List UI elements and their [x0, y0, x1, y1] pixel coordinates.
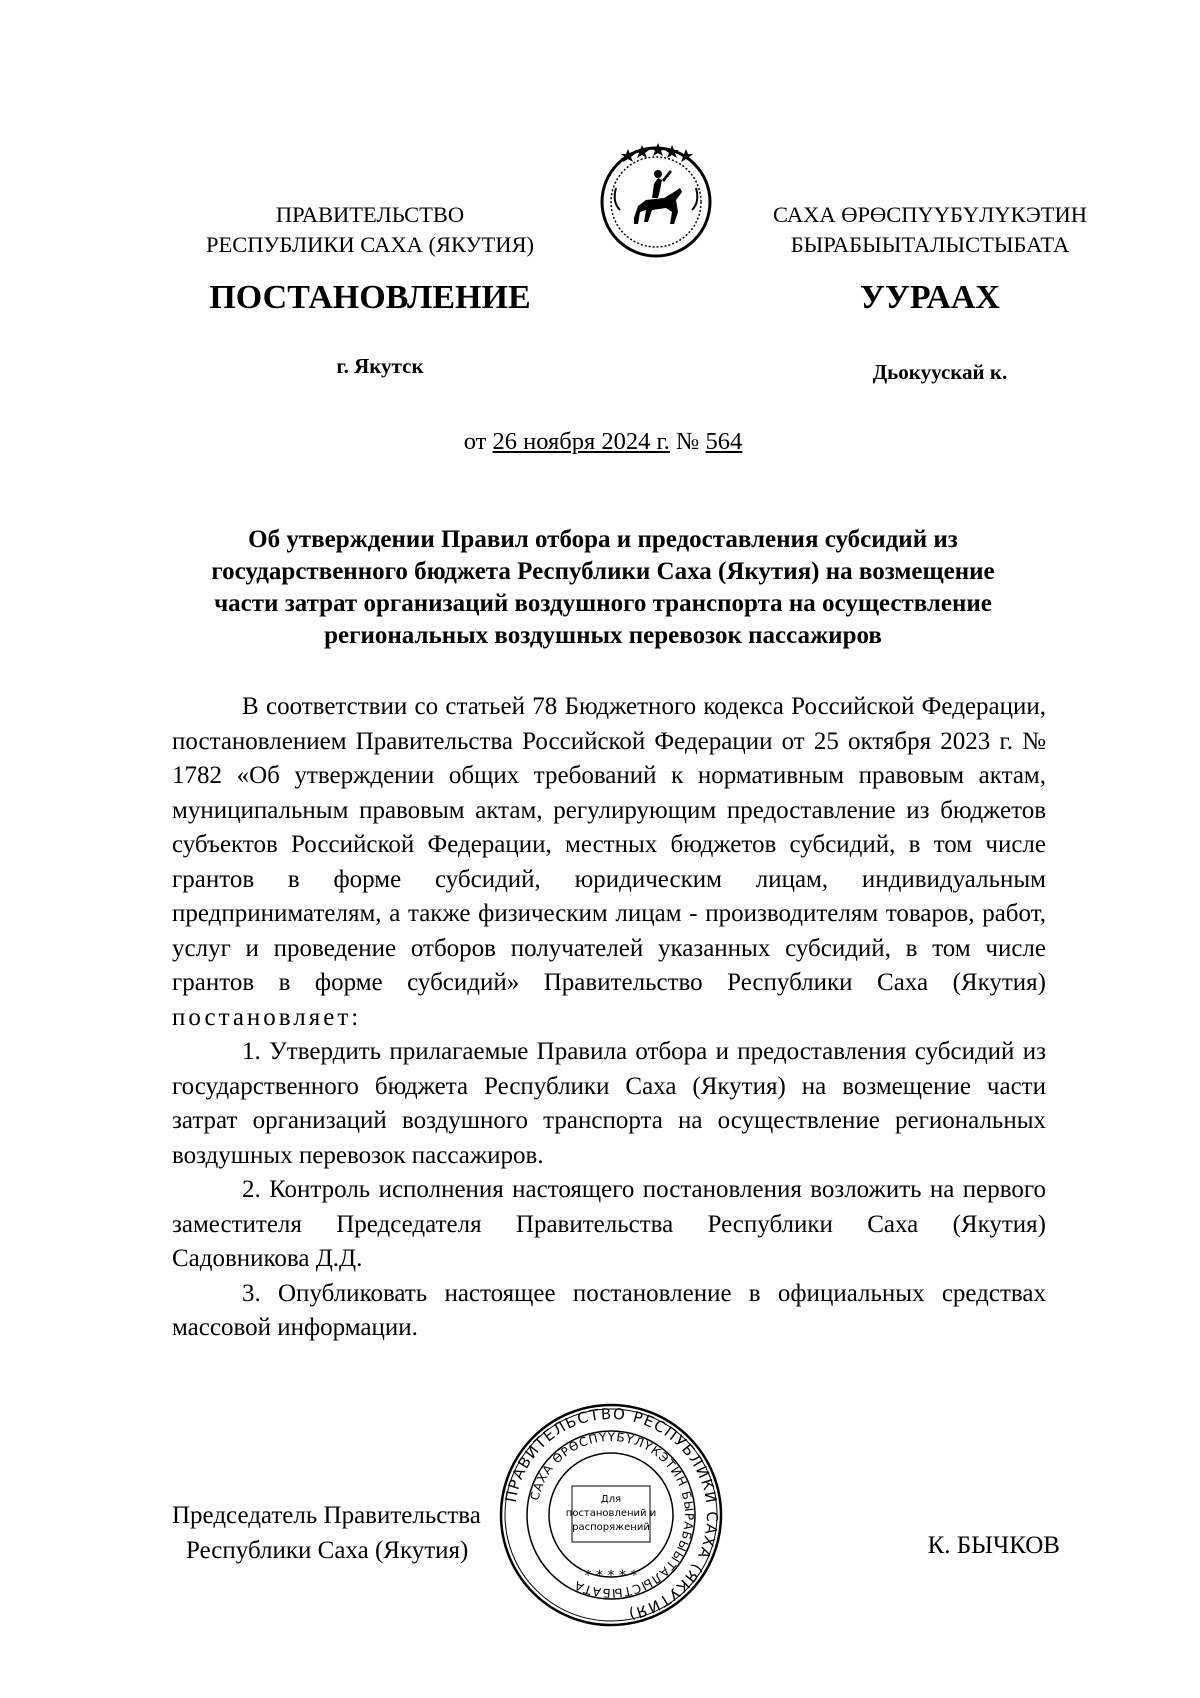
signatory-name: К. БЫЧКОВ — [927, 1532, 1060, 1559]
government-name-yakut-line1: САХА ӨРӨСПҮҮБҮЛҮКЭТИН — [772, 202, 1088, 227]
document-title-line: части затрат организаций воздушного транспорта на осуществление — [214, 590, 992, 617]
stamp-stars: * * * * * — [584, 1568, 638, 1584]
document-title — [160, 524, 1046, 652]
city-yakut: Дьокуускай к. — [872, 360, 1008, 384]
government-name-yakut-line2: БЫРАБЫЫТАЛЫСТЫБАТА — [790, 232, 1070, 257]
stamp-center-line1: Для — [600, 1494, 622, 1505]
government-name-yakut — [730, 200, 1130, 260]
stamp-center-line3: распоряжений — [572, 1522, 650, 1533]
stamp-outer-text: ПРАВИТЕЛЬСТВО РЕСПУБЛИКИ САХА (ЯКУТИЯ) — [501, 1404, 722, 1624]
signatory-position — [172, 1498, 502, 1568]
government-name-line1: ПРАВИТЕЛЬСТВО — [275, 202, 465, 227]
item-1-paragraph: 1. Утвердить прилагаемые Правила отбора и предоставления субсидий из государственного бюджета Республики Саха (Якутия) на возмещение части затрат организаций воздушного транспорта на осуществление региональных воздушных перевозок пассажиров. — [172, 1038, 1046, 1169]
document-type-yakut: УУРААХ — [860, 279, 1000, 316]
document-type-russian: ПОСТАНОВЛЕНИЕ — [209, 279, 531, 316]
document-title-line: государственного бюджета Республики Саха (Якутия) на возмещение — [211, 558, 995, 585]
item-3-paragraph: 3. Опубликовать настоящее постановление в официальных средствах массовой информации. — [172, 1279, 1046, 1341]
document-body — [172, 690, 1046, 1346]
resolves-word: постановляет: — [172, 1003, 362, 1031]
document-title-line: региональных воздушных перевозок пассажиров — [324, 622, 882, 649]
signatory-position-line1: Председатель Правительства — [172, 1502, 481, 1529]
signatory-position-line2: Республики Саха (Якутия) — [186, 1537, 469, 1564]
document-date-number — [160, 428, 1046, 456]
document-title-line: Об утверждении Правил отбора и предоставления субсидий из — [248, 526, 958, 553]
stamp-inner-text: САХА ӨРӨСПҮҮБҮЛҮКЭТИН БЫРАБЫЫТАЛЫСТЫБАТА — [527, 1429, 697, 1601]
city-russian: г. Якутск — [336, 354, 424, 378]
government-name-line2: РЕСПУБЛИКИ САХА (ЯКУТИЯ) — [206, 232, 534, 257]
document-number: 564 — [705, 428, 743, 455]
item-2-paragraph: 2. Контроль исполнения настоящего постановления возложить на первого заместителя Председателя Правительства Республики Саха (Якутия) Садовникова Д.Д. — [172, 1176, 1046, 1272]
number-sign: № — [676, 428, 700, 455]
official-seal-stamp — [498, 1402, 724, 1628]
document-date: 26 ноября 2024 г. — [492, 428, 670, 455]
coat-of-arms-emblem — [596, 140, 716, 260]
government-name-russian — [160, 200, 580, 260]
date-prefix: от — [463, 428, 487, 455]
preamble-text: В соответствии со статьей 78 Бюджетного кодекса Российской Федерации, постановлением Правительства Российской Федерации от 25 октября 2023 г. № 1782 «Об утверждении общих требований к нормативным правовым актам, муниципальным правовым актам, регулирующим предоставление из бюджетов субъектов Российской Федерации, местных бюджетов субсидий, в том числе грантов в форме субсидий, юридическим лицам, индивидуальным предпринимателям, а также физическим лицам - производителям товаров, работ, услуг и проведение отборов получателей указанных субсидий, в том числе грантов в форме субсидий» Правительство Республики Саха (Якутия) — [172, 693, 1046, 996]
stamp-center-line2: постановлений и — [565, 1508, 657, 1519]
preamble-paragraph — [172, 690, 1046, 1035]
